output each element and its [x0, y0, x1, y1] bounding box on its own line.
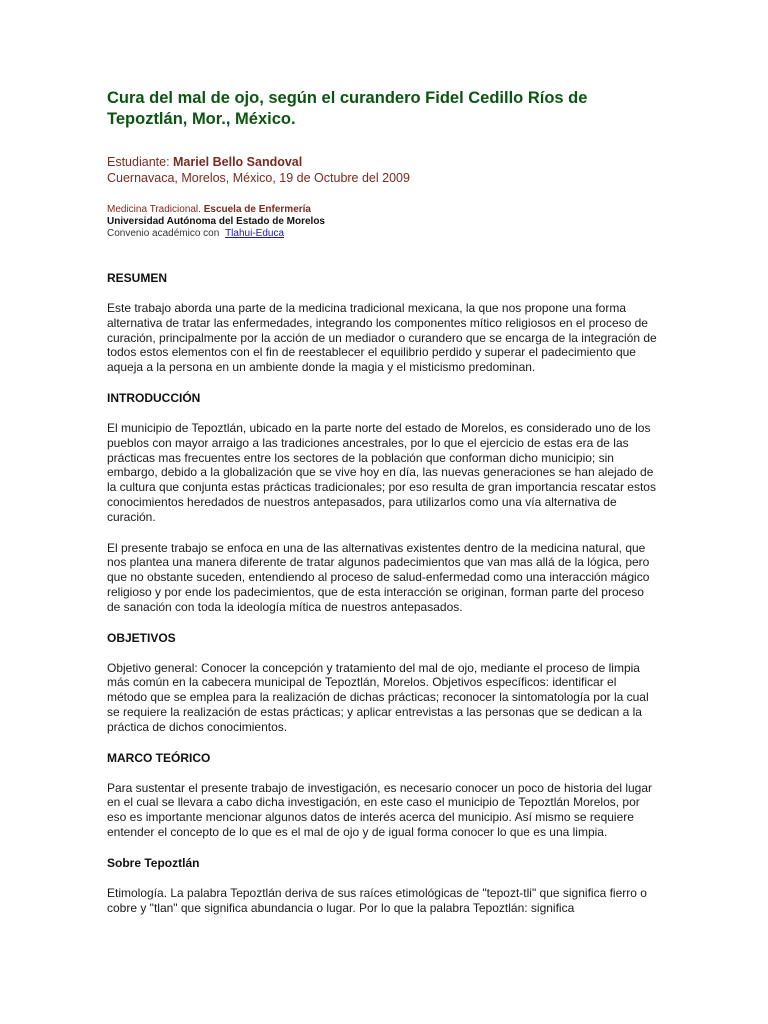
- heading-sobre-tepoztlan: Sobre Tepoztlán: [107, 855, 200, 870]
- heading-objetivos: OBJETIVOS: [107, 630, 176, 645]
- document-title: Cura del mal de ojo, según el curandero Fidel Cedillo Ríos de Tepoztlán, Mor., México.: [107, 89, 588, 128]
- affiliation-field: Medicina Tradicional.: [107, 204, 204, 215]
- heading-introduccion: INTRODUCCIÓN: [107, 390, 201, 405]
- sobre-tepoztlan-paragraph: Etimología. La palabra Tepoztlán deriva de sus raíces etimológicas de "tepozt-tli" que significa fierro o cobre y "tlan" que significa abundancia o lugar. Por lo que la palabra Tepoztlán: significa: [107, 885, 647, 915]
- document-page: [107, 88, 659, 915]
- introduccion-paragraph-1: El municipio de Tepoztlán, ubicado en la parte norte del estado de Morelos, es considerado uno de los pueblos con mayor arraigo a las tradiciones ancestrales, por lo que el ejercicio de estas era de las prácticas mas frecuentes entre los sectores de la población que conforman dicho municipio; sin embargo, debido a la globalización que se vive hoy en día, las nuevas generaciones se han alejado de la cultura que conjunta estas prácticas tradicionales; por eso resulta de gran importancia rescatar estos conocimientos heredados de nuestros antepasados, para utilizarlos como una vía alternativa de curación.: [107, 420, 656, 524]
- objetivos-paragraph: Objetivo general: Conocer la concepción y tratamiento del mal de ojo, mediante el proceso de limpia más común en la cabecera municipal de Tepoztlán, Morelos. Objetivos específicos: identificar el método que se emplea para la realización de dichas prácticas; reconocer la sintomatología por la cual se requiere la realización de estas prácticas; y aplicar entrevistas a las personas que se dedican a la práctica de dichos conocimientos.: [107, 660, 649, 734]
- heading-resumen: RESUMEN: [107, 271, 168, 285]
- place-date: Cuernavaca, Morelos, México, 19 de Octubre del 2009: [107, 171, 410, 185]
- agreement-label: Convenio académico con: [107, 228, 220, 239]
- affiliation-agreement-line: [107, 228, 659, 240]
- affiliation-school: Escuela de Enfermería: [203, 204, 311, 215]
- marco-teorico-paragraph: Para sustentar el presente trabajo de investigación, es necesario conocer un poco de historia del lugar en el cual se llevara a cabo dicha investigación, en este caso el municipio de Tepoztlán Morelos, por eso es importante mencionar algunos datos de interés acerca del municipio. Así mismo se requiere entender el concepto de lo que es el mal de ojo y de igual forma conocer lo que es una limpia.: [107, 780, 652, 839]
- affiliation-field-line: [107, 204, 659, 216]
- resumen-paragraph: Este trabajo aborda una parte de la medicina tradicional mexicana, la que nos propone una forma alternativa de tratar las enfermedades, integrando los componentes mítico religiosos en el proceso de curación, principalmente por la acción de un mediador o curandero que se encarga de la integración de todos estos elementos con el fin de reestablecer el equilibrio perdido y superar el padecimiento que aqueja a la persona en un ambiente donde la magia y el misticismo predominan.: [107, 301, 657, 375]
- heading-marco-teorico: MARCO TEÓRICO: [107, 750, 211, 765]
- tlahui-educa-link[interactable]: Tlahui-Educa: [225, 228, 284, 239]
- student-line: [107, 154, 659, 170]
- student-label: Estudiante:: [107, 155, 174, 169]
- introduccion-paragraph-2: El presente trabajo se enfoca en una de las alternativas existentes dentro de la medicina natural, que nos plantea una manera diferente de tratar algunos padecimientos que van mas allá de la lógica, pero que no obstante suceden, entendiendo al proceso de salud-enfermedad como una interacción mágico religioso y por ende los padecimientos, que de esta interacción se originan, forman parte del proceso de sanación con toda la ideología mítica de nuestros antepasados.: [107, 540, 650, 614]
- student-name: Mariel Bello Sandoval: [173, 155, 303, 169]
- affiliation-block: [107, 204, 659, 240]
- affiliation-university: Universidad Autónoma del Estado de Morelos: [107, 216, 325, 227]
